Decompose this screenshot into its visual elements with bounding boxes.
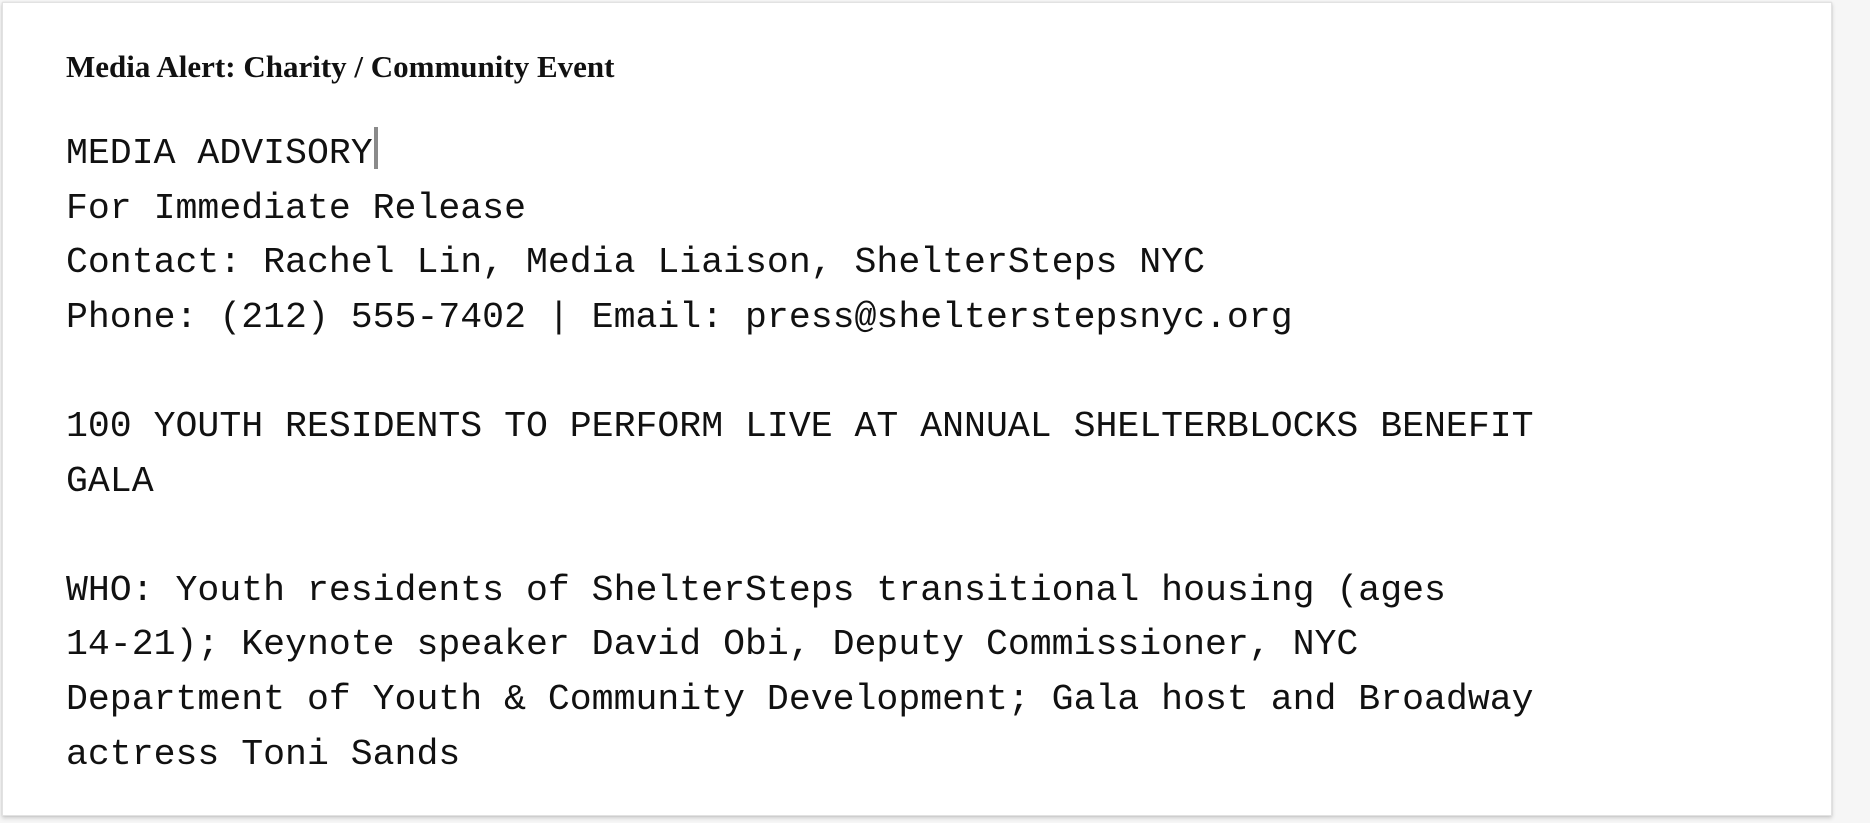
- document-title: Media Alert: Charity / Community Event: [66, 49, 615, 84]
- contact-line[interactable]: Contact: Rachel Lin, Media Liaison, ShelterSteps NYC: [66, 242, 1205, 284]
- blank-line[interactable]: [66, 509, 1806, 564]
- release-line[interactable]: For Immediate Release: [66, 187, 526, 229]
- headline-line[interactable]: 100 YOUTH RESIDENTS TO PERFORM LIVE AT ANNUAL SHELTERBLOCKS BENEFIT: [66, 405, 1534, 447]
- who-line[interactable]: Department of Youth & Community Development; Gala host and Broadway: [66, 678, 1534, 720]
- advisory-line[interactable]: [66, 127, 1806, 182]
- who-line[interactable]: WHO: Youth residents of ShelterSteps transitional housing (ages: [66, 569, 1446, 611]
- who-line[interactable]: actress Toni Sands: [66, 733, 461, 775]
- text-editor[interactable]: [66, 127, 1806, 782]
- who-line[interactable]: 14-21); Keynote speaker David Obi, Deputy Commissioner, NYC: [66, 624, 1359, 666]
- advisory-text: MEDIA ADVISORY: [66, 133, 373, 174]
- blank-line[interactable]: [66, 345, 1806, 400]
- headline-line[interactable]: GALA: [66, 460, 154, 502]
- document-page: [2, 2, 1832, 816]
- text-cursor: [374, 127, 378, 169]
- phone-email-line[interactable]: Phone: (212) 555-7402 | Email: press@shelterstepsnyc.org: [66, 296, 1293, 338]
